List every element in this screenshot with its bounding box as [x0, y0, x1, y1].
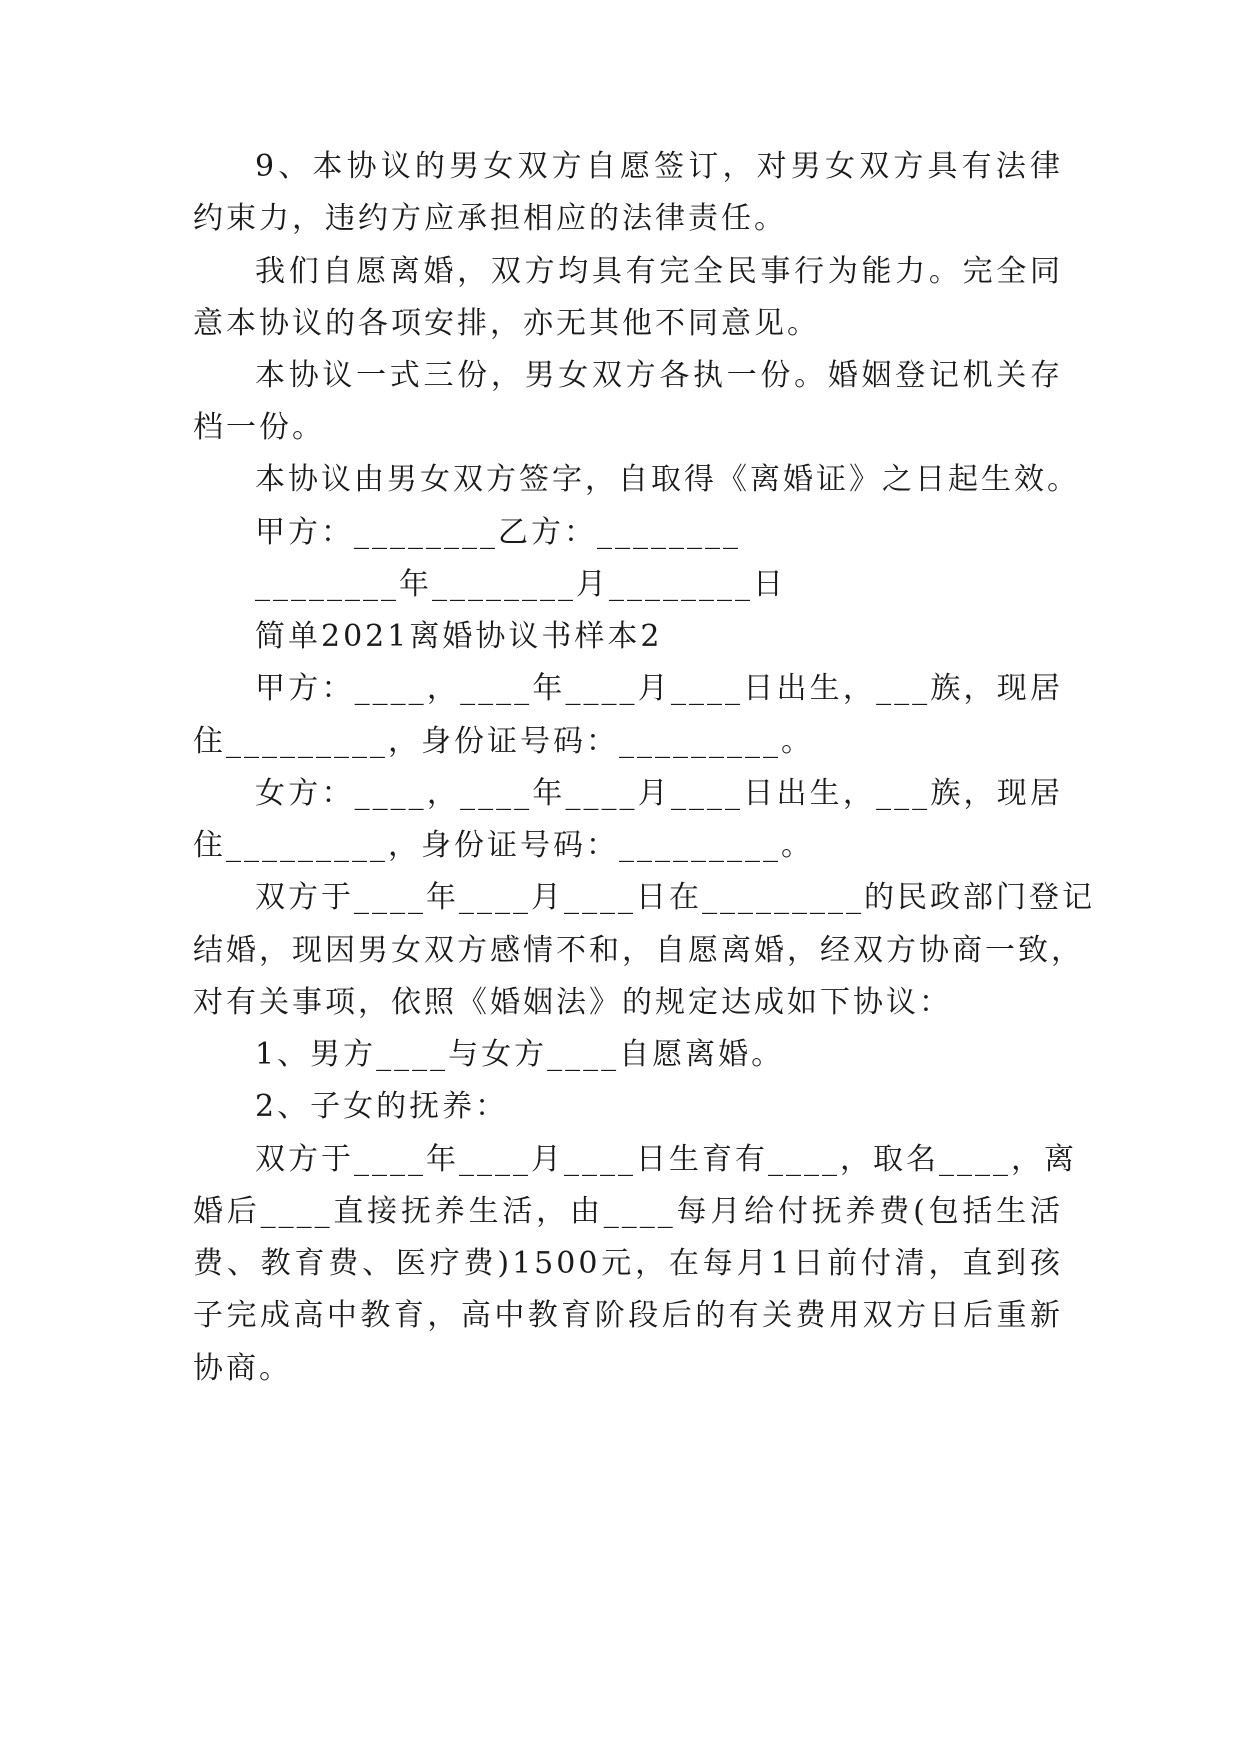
- text-line: 我们自愿离婚，双方均具有完全民事行为能力。完全同: [255, 254, 1063, 289]
- date-line: ________年________月________日: [255, 567, 786, 602]
- text-line: 对有关事项，依照《婚姻法》的规定达成如下协议：: [193, 985, 952, 1020]
- text-line: 1、男方____与女方____自愿离婚。: [255, 1037, 785, 1072]
- section-title: 简单2021离婚协议书样本2: [255, 619, 663, 654]
- text-line: 结婚，现因男女双方感情不和，自愿离婚，经双方协商一致，: [193, 933, 1084, 968]
- text-line: 档一份。: [193, 410, 325, 445]
- text-line: 子完成高中教育，高中教育阶段后的有关费用双方日后重新: [193, 1298, 1063, 1333]
- text-line: 住_________，身份证号码：_________。: [193, 724, 814, 759]
- text-line: 费、教育费、医疗费)1500元，在每月1日前付清，直到孩: [193, 1246, 1063, 1281]
- text-line: 约束力，违约方应承担相应的法律责任。: [193, 201, 787, 236]
- text-line: 住_________，身份证号码：_________。: [193, 828, 814, 863]
- text-line: 女方：____，____年____月____日出生，___族，现居: [255, 776, 1063, 811]
- text-line: 本协议一式三份，男女双方各执一份。婚姻登记机关存: [255, 358, 1063, 393]
- signature-line: 甲方：________乙方：________: [255, 515, 741, 550]
- text-line: 9、本协议的男女双方自愿签订，对男女双方具有法律: [255, 149, 1063, 184]
- text-line: 协商。: [193, 1351, 292, 1386]
- text-line: 意本协议的各项安排，亦无其他不同意见。: [193, 306, 820, 341]
- text-line: 甲方：____，____年____月____日出生，___族，现居: [255, 671, 1063, 706]
- text-line: 婚后____直接抚养生活，由____每月给付抚养费(包括生活: [193, 1194, 1063, 1229]
- text-line: 2、子女的抚养：: [255, 1089, 509, 1124]
- text-line: 双方于____年____月____日生育有____，取名____，离: [255, 1142, 1077, 1177]
- text-line: 双方于____年____月____日在_________的民政部门登记: [255, 880, 1095, 915]
- text-line: 本协议由男女双方签字，自取得《离婚证》之日起生效。: [255, 462, 1080, 497]
